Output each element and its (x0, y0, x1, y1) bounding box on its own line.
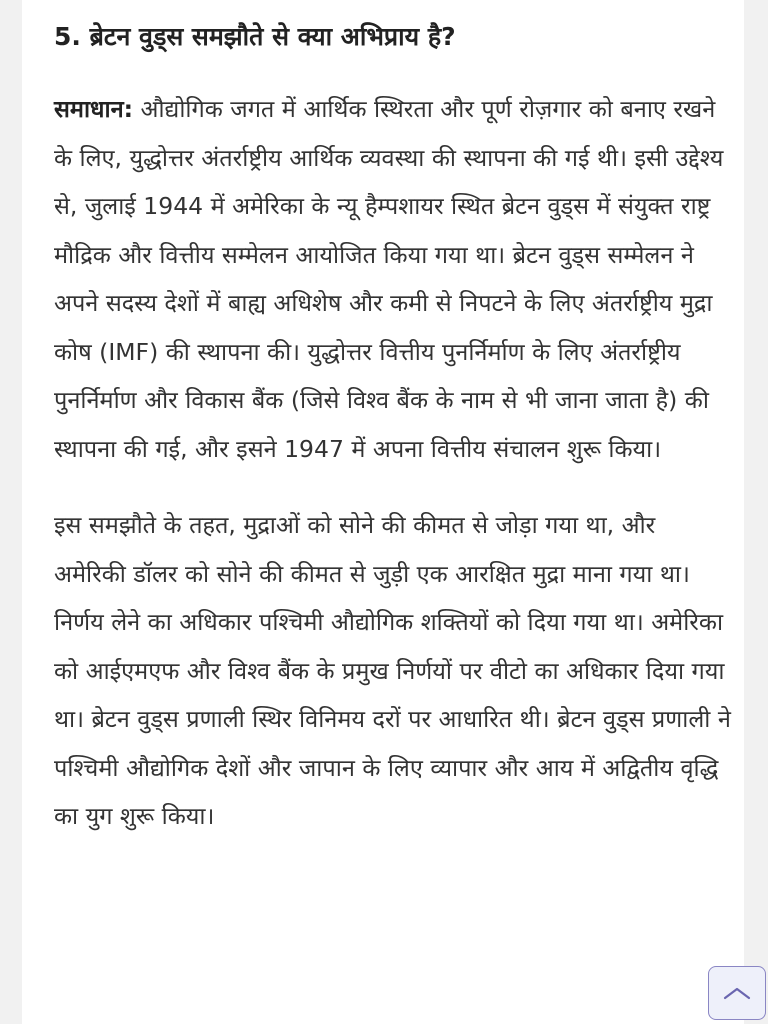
answer-label: समाधान: (54, 95, 134, 123)
scroll-to-top-button[interactable] (708, 966, 766, 1020)
article-content (54, 18, 734, 841)
answer-paragraph-1-text: औद्योगिक जगत में आर्थिक स्थिरता और पूर्ण रोज़गार को बनाए रखने के लिए, युद्धोत्तर अंतर्राष्ट्रीय आर्थिक व्यवस्था की स्थापना की गई थी। इसी उद्देश्य से, जुलाई 1944 में अमेरिका के न्यू हैम्पशायर स्थित ब्रेटन वुड्स में संयुक्त राष्ट्र मौद्रिक और वित्तीय सम्मेलन आयोजित किया गया था। ब्रेटन वुड्स सम्मेलन ने अपने सदस्य देशों में बाह्य अधिशेष और कमी से निपटने के लिए अंतर्राष्ट्रीय मुद्रा कोष (IMF) की स्थापना की। युद्धोत्तर वित्तीय पुनर्निर्माण के लिए अंतर्राष्ट्रीय पुनर्निर्माण और विकास बैंक (जिसे विश्व बैंक के नाम से भी जाना जाता है) की स्थापना की गई, और इसने 1947 में अपना वित्तीय संचालन शुरू किया। (54, 95, 724, 463)
answer-paragraph-1 (54, 85, 734, 473)
chevron-up-icon (722, 985, 752, 1001)
article-page (22, 0, 744, 1024)
question-heading: 5. ब्रेटन वुड्स समझौते से क्या अभिप्राय है? (54, 22, 456, 51)
answer-paragraph-2: इस समझौते के तहत, मुद्राओं को सोने की कीमत से जोड़ा गया था, और अमेरिकी डॉलर को सोने की कीमत से जुड़ी एक आरक्षित मुद्रा माना गया था। निर्णय लेने का अधिकार पश्चिमी औद्योगिक शक्तियों को दिया गया था। अमेरिका को आईएमएफ और विश्व बैंक के प्रमुख निर्णयों पर वीटो का अधिकार दिया गया था। ब्रेटन वुड्स प्रणाली स्थिर विनिमय दरों पर आधारित थी। ब्रेटन वुड्स प्रणाली ने पश्चिमी औद्योगिक देशों और जापान के लिए व्यापार और आय में अद्वितीय वृद्धि का युग शुरू किया। (54, 511, 731, 830)
